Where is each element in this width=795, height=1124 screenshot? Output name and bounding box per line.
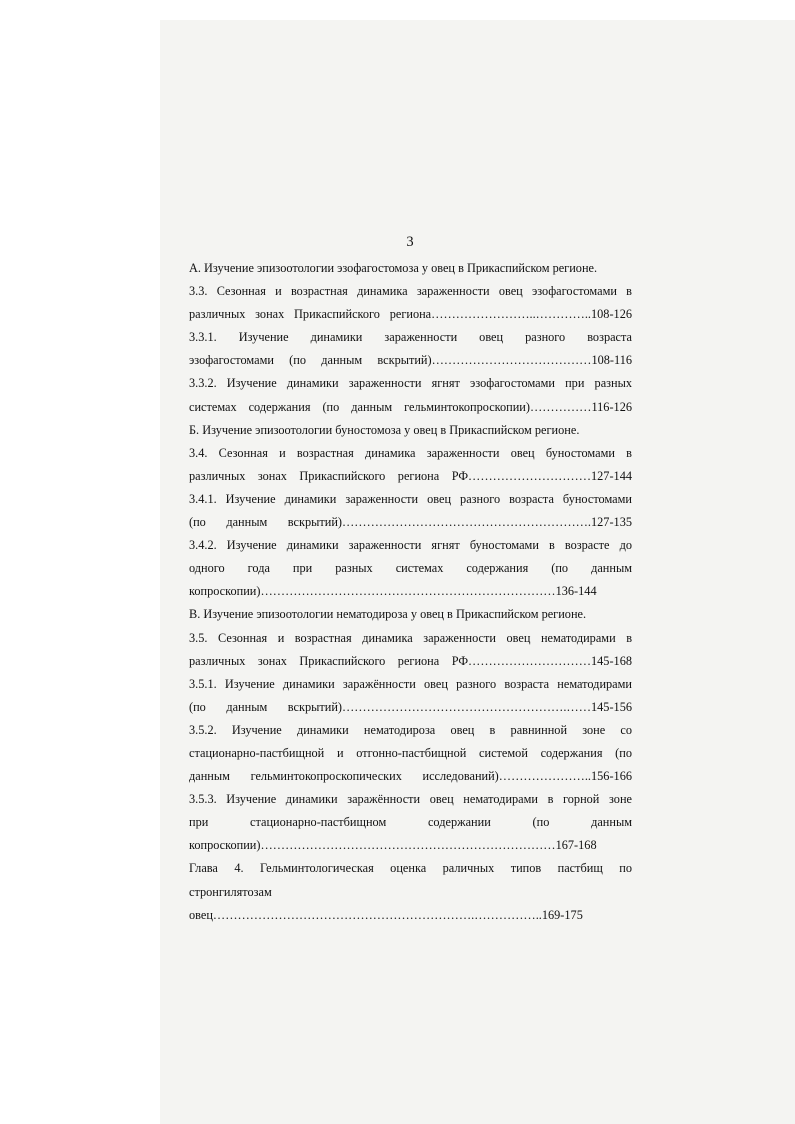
toc-entry-3-5-3-end: копроскопии)………………………………………………………………167-168 xyxy=(189,838,597,853)
section-heading-a: А. Изучение эпизоотологии эзофагостомоза у овец в Прикаспийском регионе. xyxy=(189,261,598,275)
toc-entry-3-4-1-cont: (по данным вскрытий)…………………………………………………….127-135 xyxy=(189,515,632,530)
toc-entry-3-4-2-end: копроскопии)………………………………………………………………136-144 xyxy=(189,584,597,599)
table-of-contents xyxy=(189,257,632,927)
toc-entry-3-5-3-cont: при стационарно-пастбищном содержании (по данным xyxy=(189,815,632,830)
toc-entry-chapter-4: Глава 4. Гельминтологическая оценка раличных типов пастбищ по xyxy=(189,861,632,876)
toc-entry-3-5-cont: различных зонах Прикаспийского региона РФ…………………………145-168 xyxy=(189,653,632,668)
toc-entry-3-5-2-end: данным гельминтокопроскопических исследований)…………………..156-166 xyxy=(189,769,632,784)
toc-entry-chapter-4-end: овец……………………………………………………….……………..169-175 xyxy=(189,907,583,922)
toc-entry-3-4-2: 3.4.2. Изучение динамики зараженности ягнят буностомами в возрасте до xyxy=(189,538,632,553)
toc-entry-3-3-1: 3.3.1. Изучение динамики зараженности овец разного возраста xyxy=(189,330,632,345)
toc-entry-3-5-2-cont: стационарно-пастбищной и отгонно-пастбищной системой содержания (по xyxy=(189,745,632,760)
toc-entry-3-4-1: 3.4.1. Изучение динамики зараженности овец разного возраста буностомами xyxy=(189,491,632,506)
page-number: 3 xyxy=(406,234,414,250)
toc-entry-3-3-2: 3.3.2. Изучение динамики зараженности ягнят эзофагостомами при разных xyxy=(189,376,632,391)
toc-entry-3-3-1-cont: эзофагостомами (по данным вскрытий)…………………………………108-116 xyxy=(189,353,632,368)
toc-entry-3-3-cont: различных зонах Прикаспийского региона……………………..…………..108-126 xyxy=(189,307,632,322)
toc-entry-3-5-3: 3.5.3. Изучение динамики заражённости овец нематодирами в горной зоне xyxy=(189,792,632,807)
toc-entry-3-4-2-cont: одного года при разных системах содержания (по данным xyxy=(189,561,632,576)
toc-entry-3-5-1: 3.5.1. Изучение динамики заражённости овец разного возраста нематодирами xyxy=(189,676,632,691)
toc-entry-3-4: 3.4. Сезонная и возрастная динамика зараженности овец буностомами в xyxy=(189,445,632,460)
toc-entry-chapter-4-cont: стронгилятозам xyxy=(189,884,272,899)
toc-entry-3-5-1-cont: (по данным вскрытий)……………………………………………….……145-156 xyxy=(189,699,632,714)
toc-entry-3-3-2-cont: системах содержания (по данным гельминтокопроскопии)……………116-126 xyxy=(189,399,632,414)
section-heading-v: В. Изучение эпизоотологии нематодироза у овец в Прикаспийском регионе. xyxy=(189,607,587,622)
section-heading-b: Б. Изучение эпизоотологии буностомоза у овец в Прикаспийском регионе. xyxy=(189,422,580,437)
toc-entry-3-4-cont: различных зонах Прикаспийского региона РФ…………………………127-144 xyxy=(189,468,632,483)
toc-entry-3-5: 3.5. Сезонная и возрастная динамика зараженности овец нематодирами в xyxy=(189,630,632,645)
toc-entry-3-3: 3.3. Сезонная и возрастная динамика зараженности овец эзофагостомами в xyxy=(189,284,632,299)
toc-entry-3-5-2: 3.5.2. Изучение динамики нематодироза овец в равнинной зоне со xyxy=(189,722,632,737)
